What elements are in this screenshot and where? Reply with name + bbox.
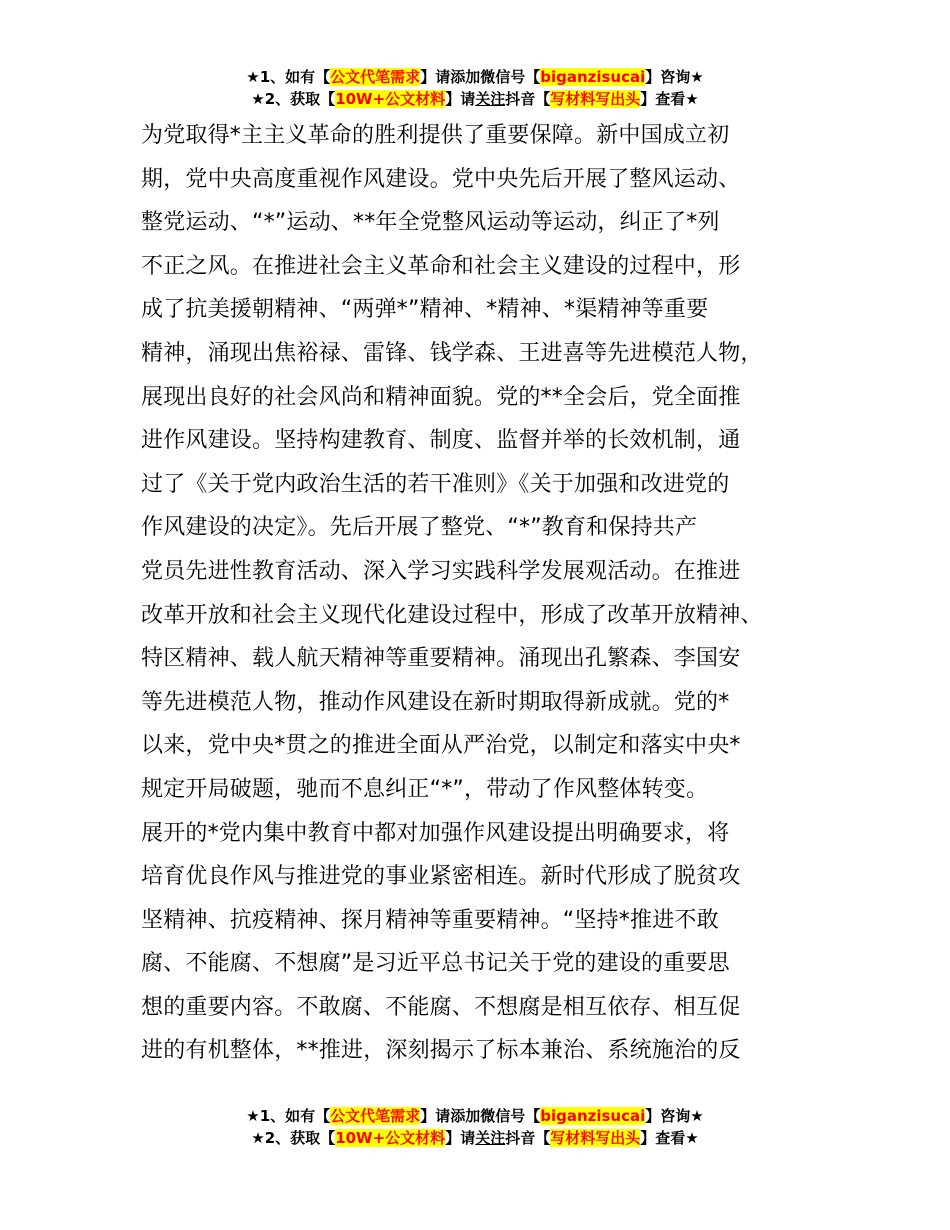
banner-text: 】咨询★ [645,1107,704,1125]
banner-text: ★1、如有【 [246,68,331,86]
body-line: 进作风建设。坚持构建教育、制度、监督并举的长效机制，通 [141,428,741,454]
body-line: 改革开放和社会主义现代化建设过程中，形成了改革开放精神、 [141,602,763,628]
banner-text: 】请 [445,1129,476,1147]
body-line: 成了抗美援朝精神、“两弹*”精神、*精神、*渠精神等重要 [141,297,709,323]
body-line: 等先进模范人物，推动作风建设在新时期取得新成就。党的* [141,689,730,715]
body-line: 进的有机整体，**推进，深刻揭示了标本兼治、系统施治的反 [141,1038,741,1064]
banner-text: ★2、获取【 [251,1129,336,1147]
body-line: 为党取得*主主义革命的胜利提供了重要保障。新中国成立初 [141,123,730,148]
banner-text: 】请添加微信号【 [420,68,541,86]
document-body [141,114,821,1073]
body-line: 不正之风。在推进社会主义革命和社会主义建设的过程中，形 [141,253,741,279]
body-line: 党员先进性教育活动、深入学习实践科学发展观活动。在推进 [141,558,741,584]
header-banner [0,66,950,110]
banner-text: ★1、如有【 [246,1107,331,1125]
banner-text: 】请 [445,90,476,108]
underlined-follow: 关注 [475,90,506,108]
body-line: 培育优良作风与推进党的事业紧密相连。新时代形成了脱贫攻 [141,864,741,890]
banner-text: 】查看★ [640,90,699,108]
body-line: 展开的*党内集中教育中都对加强作风建设提出明确要求，将 [141,820,730,846]
banner-text: 】查看★ [640,1129,699,1147]
highlight-wechat-id: biganzisucai [540,1107,646,1125]
highlight-ghostwriting: 公文代笔需求 [330,1107,421,1125]
body-line: 腐、不能腐、不想腐”是习近平总书记关于党的建设的重要思 [141,951,730,977]
body-line: 坚精神、抗疫精神、探月精神等重要精神。“坚持*推进不敢 [141,907,719,933]
body-line: 过了《关于党内政治生活的若干准则》《关于加强和改进党的 [141,471,730,497]
banner-line-1 [0,66,950,88]
body-line: 以来，党中央*贯之的推进全面从严治党，以制定和落实中央* [141,733,741,759]
body-line: 期，党中央高度重视作风建设。党中央先后开展了整风运动、 [141,166,741,192]
highlight-douyin: 写材料写出头 [550,1129,641,1147]
body-line: 展现出良好的社会风尚和精神面貌。党的**全会后，党全面推 [141,384,741,410]
banner-text: 抖音【 [505,90,551,108]
banner-text: 】咨询★ [645,68,704,86]
underlined-follow: 关注 [475,1129,506,1147]
footer-banner [0,1105,950,1149]
body-line: 规定开局破题，驰而不息纠正“*”，带动了作风整体转变。 [141,776,709,802]
banner-text: 抖音【 [505,1129,551,1147]
body-line: 特区精神、载人航天精神等重要精神。涌现出孔繁森、李国安 [141,646,741,672]
highlight-materials: 10W+公文材料 [335,90,446,108]
highlight-ghostwriting: 公文代笔需求 [330,68,421,86]
banner-line-2 [0,1127,950,1149]
highlight-wechat-id: biganzisucai [540,68,646,86]
body-line: 精神，涌现出焦裕禄、雷锋、钱学森、王进喜等先进模范人物， [141,340,763,366]
body-line: 整党运动、“*”运动、**年全党整风运动等运动，纠正了*列 [141,210,720,236]
highlight-materials: 10W+公文材料 [335,1129,446,1147]
body-line: 想的重要内容。不敢腐、不能腐、不想腐是相互依存、相互促 [141,994,741,1020]
banner-text: ★2、获取【 [251,90,336,108]
body-line: 作风建设的决定》。先后开展了整党、“*”教育和保持共产 [141,515,698,541]
banner-text: 】请添加微信号【 [420,1107,541,1125]
highlight-douyin: 写材料写出头 [550,90,641,108]
banner-line-2 [0,88,950,110]
banner-line-1 [0,1105,950,1127]
